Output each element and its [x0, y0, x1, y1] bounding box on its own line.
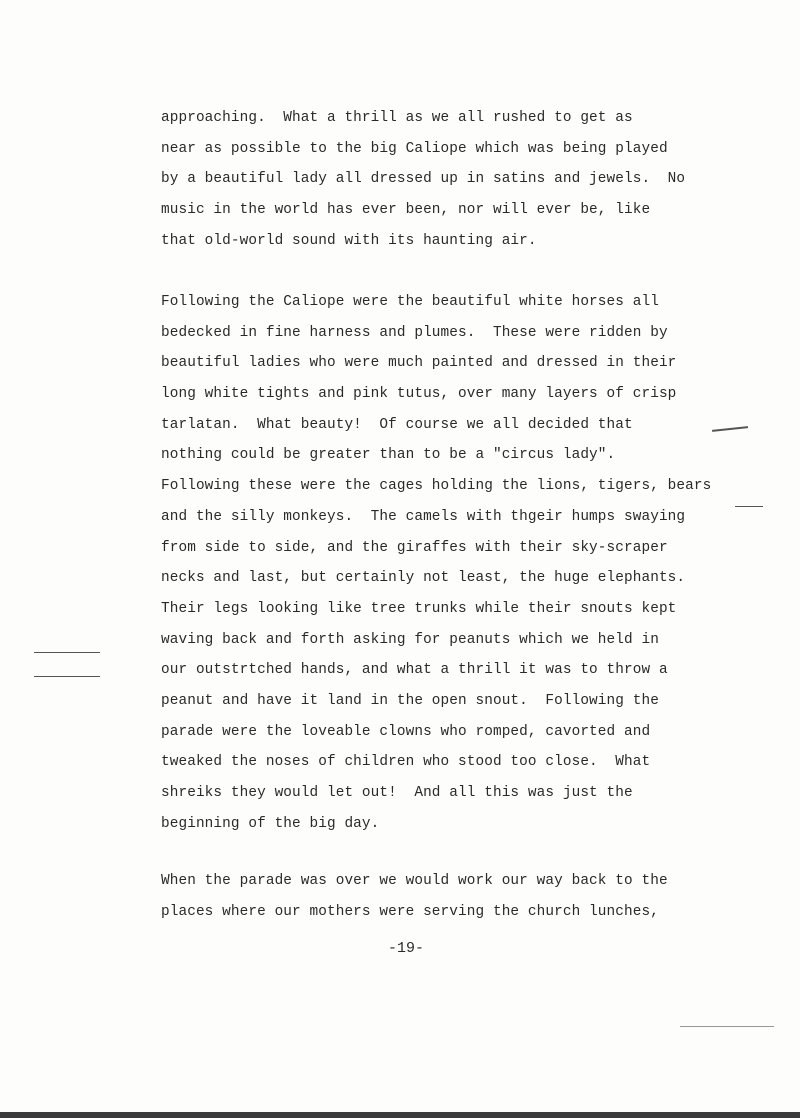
- text-line: nothing could be greater than to be a "circus lady".: [161, 447, 616, 464]
- text-line: Following the Caliope were the beautiful white horses all: [161, 294, 659, 310]
- text-line: by a beautiful lady all dressed up in satins and jewels. No: [161, 171, 686, 188]
- text-line: When the parade was over we would work our way back to the: [161, 873, 668, 889]
- text-line: necks and last, but certainly not least, the huge elephants.: [161, 570, 686, 587]
- text-line: our outstrtched hands, and what a thrill it was to throw a: [161, 662, 668, 679]
- page-number: -19-: [387, 940, 424, 957]
- text-line: from side to side, and the giraffes with their sky-scraper: [161, 539, 668, 556]
- text-line: waving back and forth asking for peanuts which we held in: [161, 631, 659, 648]
- text-line: bedecked in fine harness and plumes. These were ridden by: [161, 324, 668, 341]
- stray-mark: [735, 506, 763, 507]
- stray-mark: [34, 676, 100, 677]
- text-line: parade were the loveable clowns who romped, cavorted and: [161, 723, 651, 740]
- text-line: approaching. What a thrill as we all rushed to get as: [161, 110, 633, 126]
- text-line: tweaked the noses of children who stood too close. What: [161, 754, 651, 771]
- text-line: peanut and have it land in the open snout. Following the: [161, 692, 659, 709]
- text-line: tarlatan. What beauty! Of course we all decided that: [161, 416, 633, 433]
- paragraph-3: [161, 866, 761, 927]
- text-line: near as possible to the big Caliope which was being played: [161, 140, 668, 157]
- text-line: places where our mothers were serving the church lunches,: [161, 903, 659, 920]
- text-line: long white tights and pink tutus, over many layers of crisp: [161, 386, 677, 403]
- text-line: Following these were the cages holding the lions, tigers, bears: [161, 478, 712, 495]
- text-line: beautiful ladies who were much painted and dressed in their: [161, 355, 677, 372]
- stray-mark: [680, 1026, 774, 1027]
- text-line: beginning of the big day.: [161, 815, 380, 832]
- text-line: music in the world has ever been, nor will ever be, like: [161, 202, 651, 219]
- text-line: shreiks they would let out! And all this was just the: [161, 785, 633, 801]
- stray-mark: [34, 652, 100, 653]
- paragraph-2: [161, 287, 761, 839]
- text-line: and the silly monkeys. The camels with thgeir humps swaying: [161, 508, 686, 525]
- text-line: Their legs looking like tree trunks while their snouts kept: [161, 600, 677, 617]
- paragraph-1: [161, 103, 761, 256]
- scan-edge: [0, 1112, 800, 1118]
- text-line: that old-world sound with its haunting air.: [161, 232, 537, 249]
